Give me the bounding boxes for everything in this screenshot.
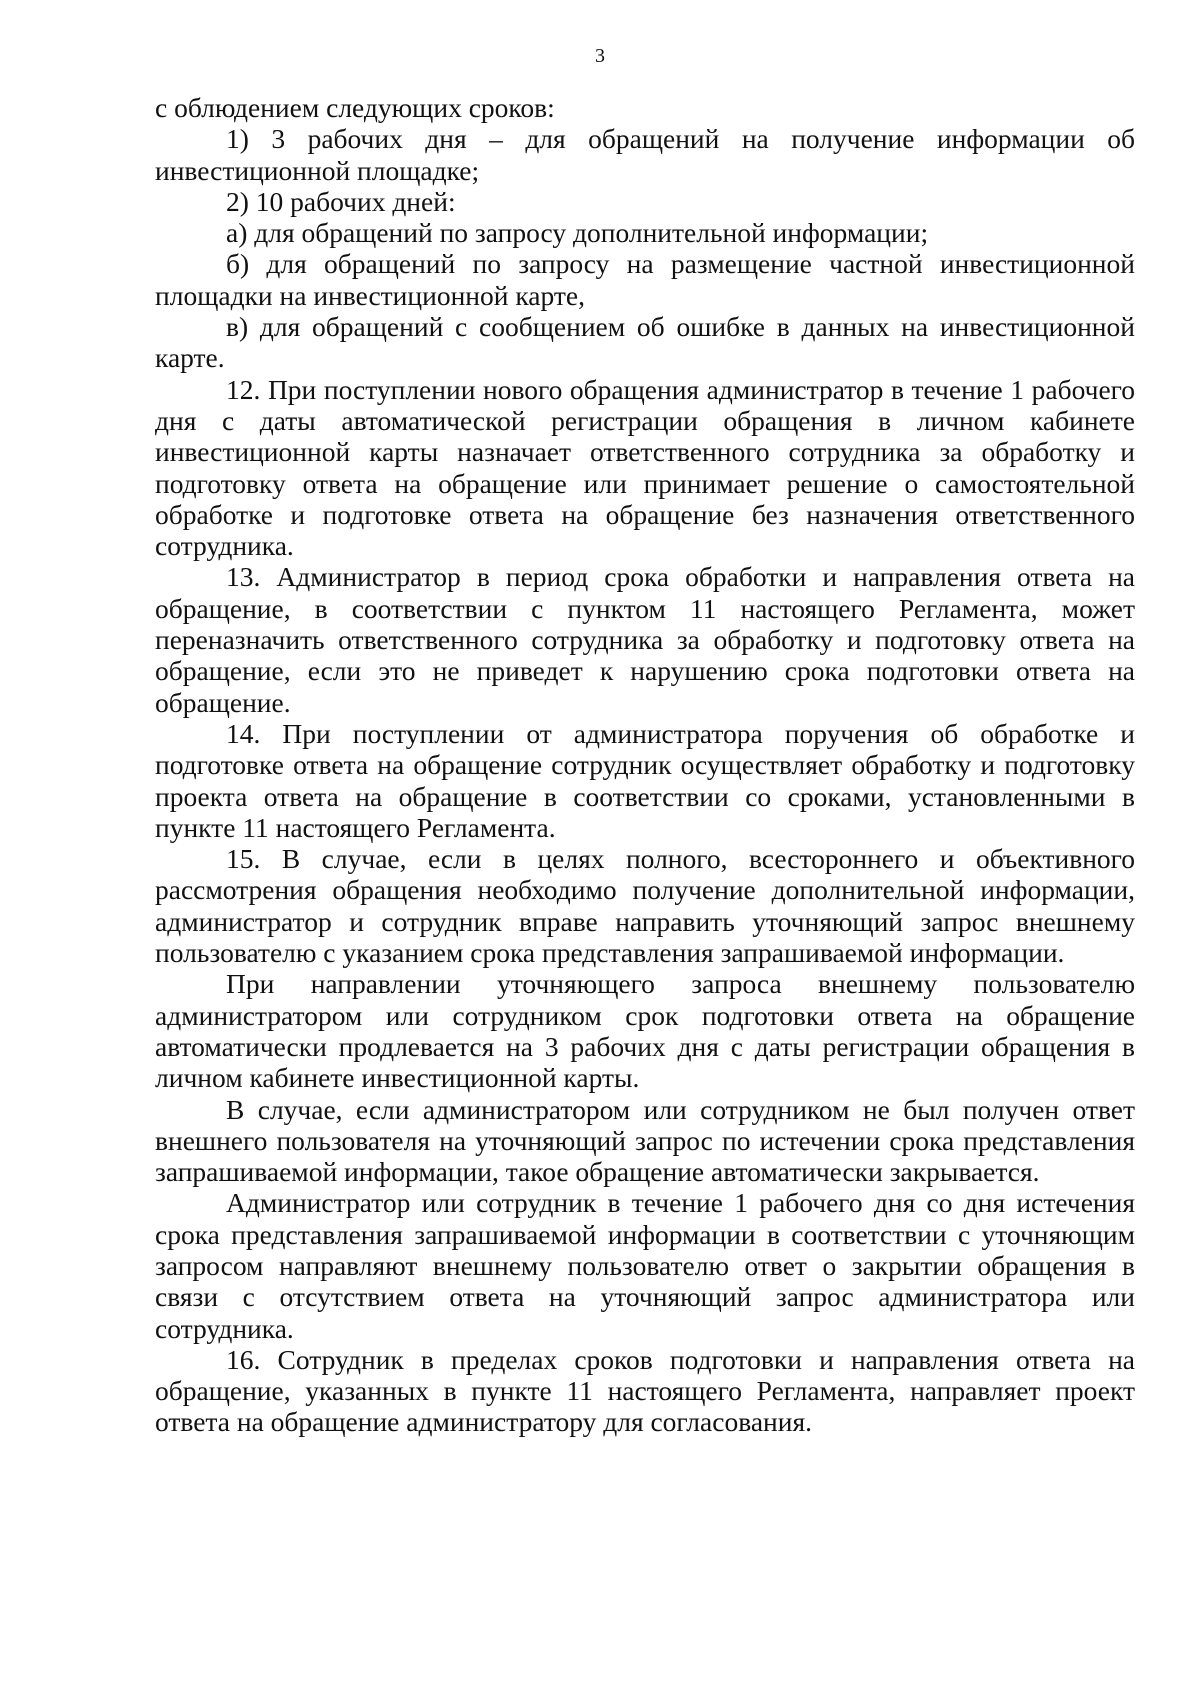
clause-13: 13. Администратор в период срока обработки и направления ответа на обращение, в соответствии с пунктом 11 настоящего Регламента, может переназначить ответственного сотрудника за обработку и подготовку ответа на обращение, если это не приведет к нарушению срока подготовки ответа на обращение. <box>155 561 1135 718</box>
list-item-2: 2) 10 рабочих дней: <box>226 185 456 217</box>
clause-15: 15. В случае, если в целях полного, всестороннего и объективного рассмотрения обращения необходимо получение дополнительной информации, администратор и сотрудник вправе направить уточняющий запрос внешнему пользователю с указанием срока представления запрашиваемой информации. <box>155 843 1135 969</box>
clause-14: 14. При поступлении от администратора поручения об обработке и подготовке ответа на обращение сотрудник осуществляет обработку и подготовку проекта ответа на обращение в соответствии со сроками, установленными в пункте 11 настоящего Регламента. <box>155 717 1135 843</box>
clause-16: 16. Сотрудник в пределах сроков подготовки и направления ответа на обращение, указанных в пункте 11 настоящего Регламента, направляет проект ответа на обращение администратору для согласования. <box>155 1343 1135 1438</box>
clause-12: 12. При поступлении нового обращения администратор в течение 1 рабочего дня с даты автоматической регистрации обращения в личном кабинете инвестиционной карты назначает ответственного сотрудника за обработку и подготовку ответа на обращение или принимает решение о самостоятельной обработке и подготовке ответа на обращение без назначения ответственного сотрудника. <box>155 373 1135 562</box>
clause-15-paragraph-3: В случае, если администратором или сотрудником не был получен ответ внешнего пользователя на уточняющий запрос по истечении срока представления запрашиваемой информации, такое обращение автоматически закрывается. <box>155 1093 1135 1188</box>
clause-15-paragraph-2: При направлении уточняющего запроса внешнему пользователю администратором или сотрудником срок подготовки ответа на обращение автоматически продлевается на 3 рабочих дня с даты регистрации обращения в личном кабинете инвестиционной карты. <box>155 968 1135 1094</box>
list-item-2b: б) для обращений по запросу на размещение частной инвестиционной площадки на инвестиционной карте, <box>155 248 1135 311</box>
paragraph: с облюдением следующих сроков: <box>155 92 555 123</box>
document-body <box>155 92 1135 1438</box>
list-item-1: 1) 3 рабочих дня – для обращений на получение информации об инвестиционной площадке; <box>155 123 1135 186</box>
clause-15-paragraph-4: Администратор или сотрудник в течение 1 рабочего дня со дня истечения срока представления запрашиваемой информации в соответствии с уточняющим запросом направляют внешнему пользователю ответ о закрытии обращения в связи с отсутствием ответа на уточняющий запрос администратора или сотрудника. <box>155 1187 1135 1344</box>
list-item-2c: в) для обращений с сообщением об ошибке в данных на инвестиционной карте. <box>155 311 1135 374</box>
page-number: 3 <box>595 45 605 67</box>
list-item-2a: а) для обращений по запросу дополнительной информации; <box>226 217 929 249</box>
